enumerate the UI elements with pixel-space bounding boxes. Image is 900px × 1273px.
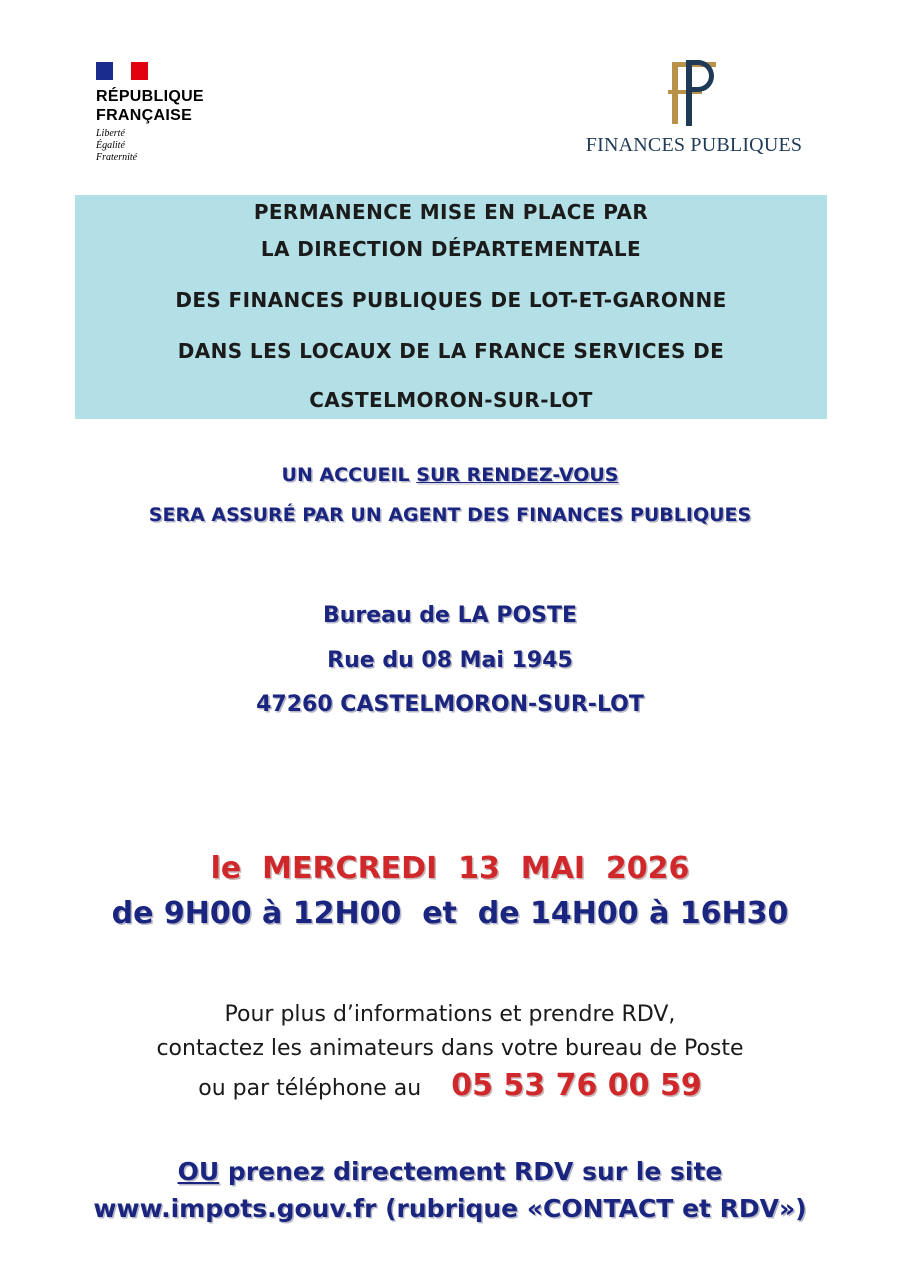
info-banner: [75, 195, 827, 419]
republique-name-line2: FRANÇAISE: [96, 107, 193, 124]
republique-name: [96, 87, 236, 125]
ou-underlined: OU: [177, 1157, 220, 1186]
banner-line-4: DANS LES LOCAUX DE LA FRANCE SERVICES DE: [177, 339, 725, 363]
schedule-hours: de 9H00 à 12H00 et de 14H00 à 16H30: [111, 896, 789, 931]
fp-monogram-icon: [664, 56, 724, 130]
address-line-1: Bureau de LA POSTE: [322, 603, 578, 628]
banner-line-1: PERMANENCE MISE EN PLACE PAR: [253, 200, 649, 224]
schedule-date: le MERCREDI 13 MAI 2026: [210, 851, 690, 886]
republique-motto: [96, 128, 236, 164]
address-line-3: 47260 CASTELMORON-SUR-LOT: [256, 692, 644, 717]
banner-line-5: CASTELMORON-SUR-LOT: [309, 388, 593, 412]
banner-line-3: DES FINANCES PUBLIQUES DE LOT-ET-GARONNE: [175, 288, 727, 312]
motto-liberte: Liberté: [96, 128, 125, 139]
accueil-line-1: [0, 464, 900, 486]
contact-line-1: Pour plus d’informations et prendre RDV,: [224, 1002, 676, 1027]
impots-website: www.impots.gouv.fr (rubrique «CONTACT et RDV»): [93, 1194, 807, 1223]
contact-line-2: contactez les animateurs dans votre bureau de Poste: [156, 1036, 744, 1061]
motto-fraternite: Fraternité: [96, 152, 138, 163]
contact-line-3: [0, 1068, 900, 1103]
accueil-prefix: UN ACCUEIL: [281, 464, 417, 486]
republique-name-line1: RÉPUBLIQUE: [96, 88, 204, 105]
marianne-flag-icon: [96, 62, 148, 80]
online-line-1-rest: prenez directement RDV sur le site: [219, 1157, 723, 1186]
phone-number: 05 53 76 00 59: [451, 1068, 702, 1103]
accueil-line-2: SERA ASSURÉ PAR UN AGENT DES FINANCES PUBLIQUES: [148, 504, 752, 526]
finances-publiques-logo: [578, 56, 810, 157]
online-line-1: [0, 1157, 900, 1186]
republique-francaise-logo: [96, 62, 236, 164]
finances-publiques-name: FINANCES PUBLIQUES: [585, 134, 803, 156]
sur-rendez-vous: SUR RENDEZ-VOUS: [416, 464, 619, 486]
motto-egalite: Égalité: [96, 140, 125, 151]
address-line-2: Rue du 08 Mai 1945: [327, 648, 573, 673]
banner-line-2: LA DIRECTION DÉPARTEMENTALE: [260, 237, 642, 261]
phone-prefix: ou par téléphone au: [198, 1076, 422, 1101]
